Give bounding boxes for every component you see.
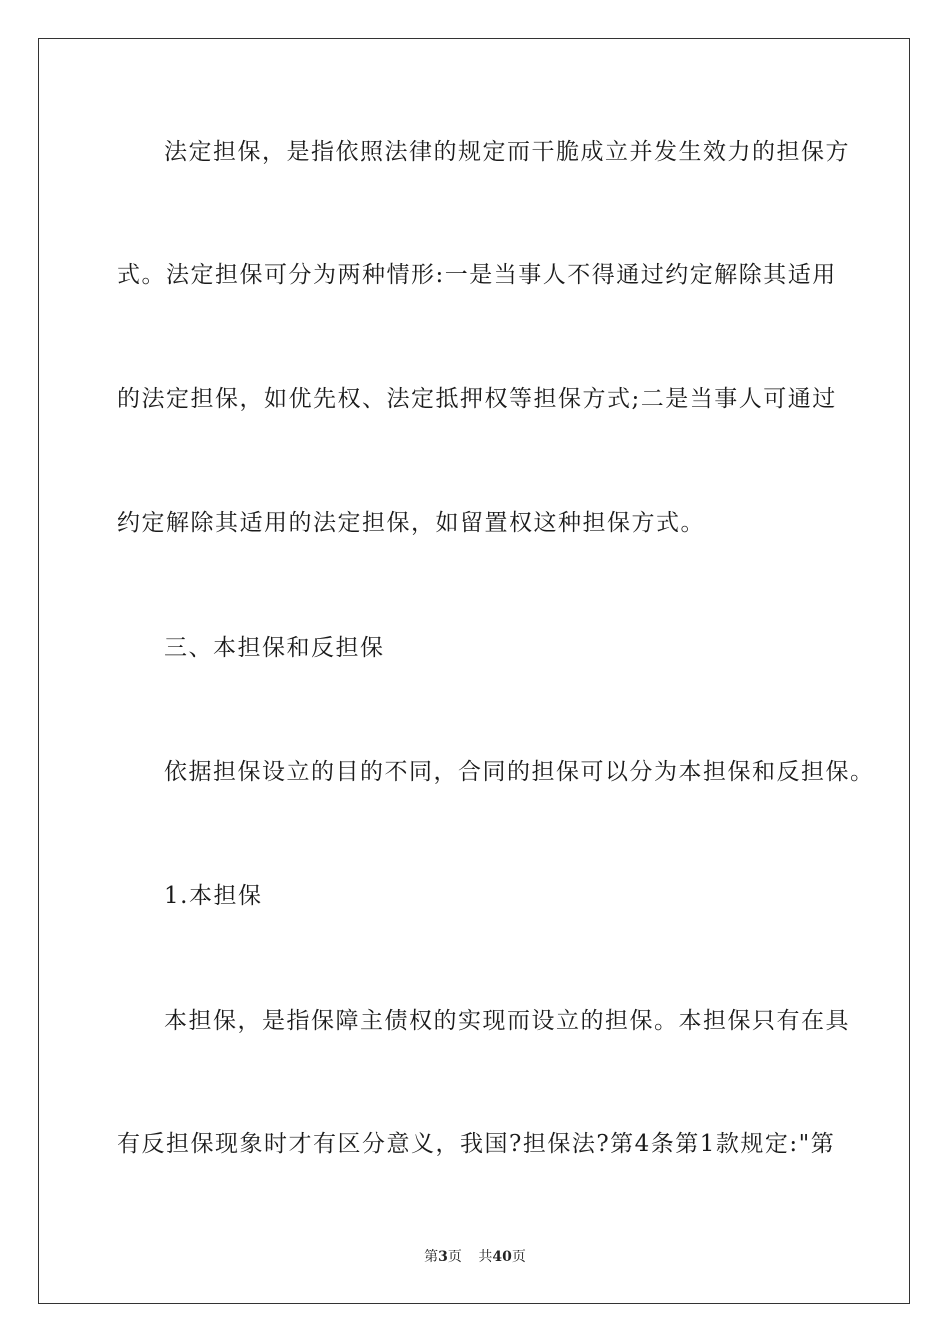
paragraph-line: 约定解除其适用的法定担保，如留置权这种担保方式。 bbox=[117, 510, 705, 536]
page-footer bbox=[0, 1246, 950, 1266]
paragraph-line: 依据担保设立的目的不同，合同的担保可以分为本担保和反担保。 bbox=[164, 759, 875, 785]
total-page-number: 40 bbox=[492, 1249, 512, 1265]
paragraph-line: 的法定担保，如优先权、法定抵押权等担保方式;二是当事人可通过 bbox=[117, 386, 837, 412]
page-indicator: 第3页 bbox=[424, 1249, 462, 1265]
subsection-heading: 1.本担保 bbox=[164, 883, 263, 909]
paragraph-line: 有反担保现象时才有区分意义，我国?担保法?第4条第1款规定:"第 bbox=[117, 1131, 836, 1157]
page-border bbox=[38, 38, 910, 1304]
total-pages-indicator: 共40页 bbox=[478, 1249, 526, 1265]
current-page-number: 3 bbox=[438, 1249, 448, 1265]
paragraph-line: 式。法定担保可分为两种情形:一是当事人不得通过约定解除其适用 bbox=[117, 262, 837, 288]
section-heading: 三、本担保和反担保 bbox=[164, 635, 385, 661]
paragraph-line: 本担保，是指保障主债权的实现而设立的担保。本担保只有在具 bbox=[164, 1008, 850, 1034]
paragraph-line: 法定担保，是指依照法律的规定而干脆成立并发生效力的担保方 bbox=[164, 139, 850, 165]
